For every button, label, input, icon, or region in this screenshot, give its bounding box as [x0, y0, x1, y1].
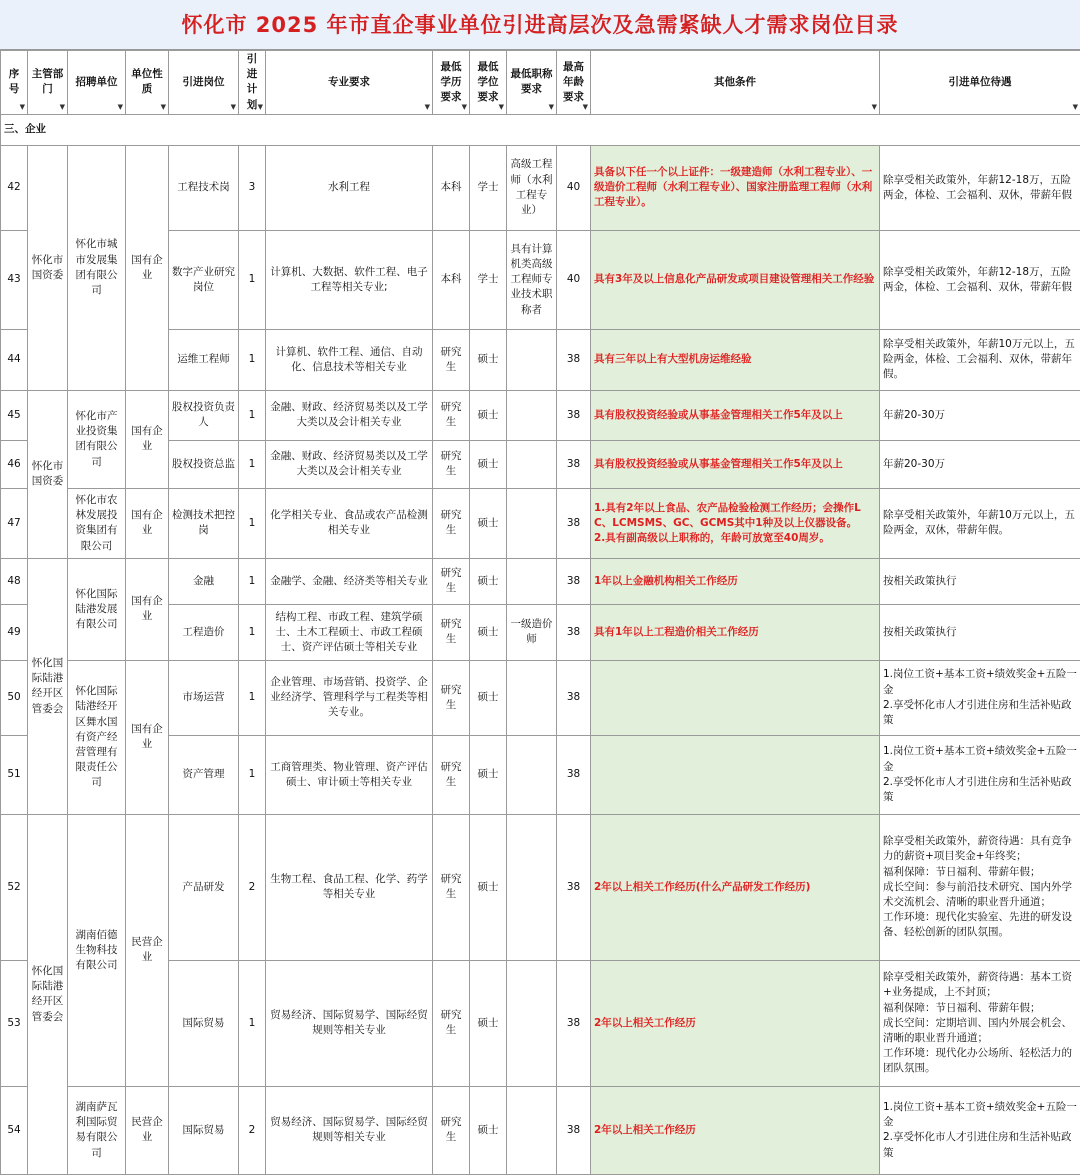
major-cell: 计算机、软件工程、通信、自动化、信息技术等相关专业 [266, 329, 433, 390]
edu-cell: 研究生 [433, 735, 470, 814]
table-row [1, 1086, 1080, 1174]
benefit-cell: 1.岗位工资+基本工资+绩效奖金+五险一金 2.享受怀化市人才引进住房和生活补贴政策 [880, 1086, 1080, 1174]
other-conditions-cell: 具有三年以上有大型机房运维经验 [591, 329, 880, 390]
unit-cell: 湖南佰德生物科技有限公司 [68, 814, 126, 1086]
edu-cell: 研究生 [433, 329, 470, 390]
other-conditions-cell: 具有股权投资经验或从事基金管理相关工作5年及以上 [591, 390, 880, 440]
title-req-cell [507, 735, 557, 814]
degree-cell: 硕士 [470, 329, 507, 390]
plan-cell: 1 [239, 960, 266, 1086]
plan-cell: 1 [239, 604, 266, 660]
section-row [1, 114, 1080, 145]
title-req-cell [507, 440, 557, 488]
post-cell: 数字产业研究岗位 [169, 230, 239, 329]
post-cell: 工程造价 [169, 604, 239, 660]
table-row [1, 390, 1080, 440]
major-cell: 金融、财政、经济贸易类以及工学大类以及会计相关专业 [266, 440, 433, 488]
edu-cell: 研究生 [433, 440, 470, 488]
post-cell: 资产管理 [169, 735, 239, 814]
header-row [1, 51, 1080, 115]
benefit-cell: 按相关政策执行 [880, 604, 1080, 660]
major-cell: 金融学、金融、经济类等相关专业 [266, 558, 433, 604]
table-row [1, 488, 1080, 558]
col-post[interactable]: 引进岗位 ▼ [169, 51, 239, 115]
degree-cell: 硕士 [470, 735, 507, 814]
post-cell: 股权投资负责人 [169, 390, 239, 440]
degree-cell: 学士 [470, 230, 507, 329]
title-req-cell [507, 814, 557, 960]
major-cell: 贸易经济、国际贸易学、国际经贸规则等相关专业 [266, 960, 433, 1086]
filter-dropdown-icon[interactable]: ▼ [872, 102, 877, 112]
benefit-cell: 按相关政策执行 [880, 558, 1080, 604]
seq-cell: 49 [1, 604, 28, 660]
major-cell: 水利工程 [266, 145, 433, 230]
filter-dropdown-icon[interactable]: ▼ [499, 102, 504, 112]
dept-cell: 怀化国际陆港经开区管委会 [28, 814, 68, 1174]
seq-cell: 47 [1, 488, 28, 558]
age-cell: 38 [557, 604, 591, 660]
other-conditions-cell: 具备以下任一个以上证件：一级建造师（水利工程专业）、一级造价工程师（水利工程专业）、国家注册监理工程师（水利工程专业）。 [591, 145, 880, 230]
age-cell: 38 [557, 660, 591, 735]
col-title[interactable]: 最低职称要求 ▼ [507, 51, 557, 115]
plan-cell: 1 [239, 390, 266, 440]
plan-cell: 2 [239, 1086, 266, 1174]
filter-dropdown-icon[interactable]: ▼ [549, 102, 554, 112]
edu-cell: 研究生 [433, 960, 470, 1086]
post-cell: 工程技术岗 [169, 145, 239, 230]
degree-cell: 硕士 [470, 660, 507, 735]
table-row [1, 814, 1080, 960]
col-unit[interactable]: 招聘单位 ▼ [68, 51, 126, 115]
seq-cell: 53 [1, 960, 28, 1086]
filter-dropdown-icon[interactable]: ▼ [258, 102, 263, 112]
nature-cell: 国有企业 [126, 660, 169, 814]
seq-cell: 45 [1, 390, 28, 440]
dept-cell: 怀化国际陆港经开区管委会 [28, 558, 68, 814]
title-req-cell: 具有计算机类高级工程师专业技术职称者 [507, 230, 557, 329]
title-req-cell [507, 660, 557, 735]
filter-dropdown-icon[interactable]: ▼ [161, 102, 166, 112]
plan-cell: 1 [239, 230, 266, 329]
age-cell: 38 [557, 1086, 591, 1174]
dept-cell: 怀化市国资委 [28, 145, 68, 390]
age-cell: 38 [557, 960, 591, 1086]
title-req-cell [507, 1086, 557, 1174]
col-major[interactable]: 专业要求 ▼ [266, 51, 433, 115]
major-cell: 工商管理类、物业管理、资产评估硕士、审计硕士等相关专业 [266, 735, 433, 814]
degree-cell: 硕士 [470, 390, 507, 440]
other-conditions-cell: 具有股权投资经验或从事基金管理相关工作5年及以上 [591, 440, 880, 488]
edu-cell: 本科 [433, 145, 470, 230]
page-title: 怀化市 2025 年市直企事业单位引进高层次及急需紧缺人才需求岗位目录 [0, 0, 1080, 50]
other-conditions-cell: 具有1年以上工程造价相关工作经历 [591, 604, 880, 660]
seq-cell: 52 [1, 814, 28, 960]
age-cell: 38 [557, 488, 591, 558]
plan-cell: 3 [239, 145, 266, 230]
table-row [1, 145, 1080, 230]
col-edu[interactable]: 最低学历要求 ▼ [433, 51, 470, 115]
unit-cell: 怀化市产业投资集团有限公司 [68, 390, 126, 488]
benefit-cell: 除享受相关政策外，薪资待遇：具有竞争力的薪资+项目奖金+年终奖； 福利保障：节日福利、带薪年假； 成长空间：参与前沿技术研究、国内外学术交流机会、清晰的职业晋升通道； 工作环境：现代化实验室、先进的研发设备、轻松创新的团队氛围。 [880, 814, 1080, 960]
age-cell: 38 [557, 814, 591, 960]
seq-cell: 50 [1, 660, 28, 735]
seq-cell: 42 [1, 145, 28, 230]
unit-cell: 怀化市城市发展集团有限公司 [68, 145, 126, 390]
filter-dropdown-icon[interactable]: ▼ [462, 102, 467, 112]
post-cell: 股权投资总监 [169, 440, 239, 488]
filter-dropdown-icon[interactable]: ▼ [20, 102, 25, 112]
post-cell: 检测技术把控岗 [169, 488, 239, 558]
major-cell: 化学相关专业、食品或农产品检测相关专业 [266, 488, 433, 558]
table-body [1, 145, 1080, 1174]
age-cell: 38 [557, 440, 591, 488]
nature-cell: 民营企业 [126, 814, 169, 1086]
benefit-cell: 除享受相关政策外，年薪12-18万，五险两金，体检、工会福利、双休，带薪年假 [880, 145, 1080, 230]
edu-cell: 研究生 [433, 558, 470, 604]
plan-cell: 1 [239, 558, 266, 604]
benefit-cell: 1.岗位工资+基本工资+绩效奖金+五险一金 2.享受怀化市人才引进住房和生活补贴政策 [880, 660, 1080, 735]
other-conditions-cell: 1.具有2年以上食品、农产品检验检测工作经历；会操作LC、LCMSMS、GC、GCMS其中1种及以上仪器设备。 2.具有副高级以上职称的，年龄可放宽至40周岁。 [591, 488, 880, 558]
age-cell: 40 [557, 145, 591, 230]
seq-cell: 48 [1, 558, 28, 604]
title-req-cell [507, 558, 557, 604]
seq-cell: 44 [1, 329, 28, 390]
other-conditions-cell: 2年以上相关工作经历 [591, 960, 880, 1086]
dept-cell: 怀化市国资委 [28, 390, 68, 558]
benefit-cell: 年薪20-30万 [880, 440, 1080, 488]
benefit-cell: 除享受相关政策外，年薪12-18万，五险两金，体检、工会福利、双休，带薪年假 [880, 230, 1080, 329]
degree-cell: 硕士 [470, 440, 507, 488]
title-req-cell [507, 960, 557, 1086]
degree-cell: 硕士 [470, 558, 507, 604]
degree-cell: 硕士 [470, 960, 507, 1086]
col-benefit[interactable]: 引进单位待遇 ▼ [880, 51, 1080, 115]
major-cell: 生物工程、食品工程、化学、药学等相关专业 [266, 814, 433, 960]
title-req-cell [507, 488, 557, 558]
unit-cell: 怀化国际陆港经开区舞水国有资产经营管理有限责任公司 [68, 660, 126, 814]
filter-dropdown-icon[interactable]: ▼ [231, 102, 236, 112]
edu-cell: 研究生 [433, 660, 470, 735]
other-conditions-cell [591, 735, 880, 814]
edu-cell: 研究生 [433, 488, 470, 558]
filter-dropdown-icon[interactable]: ▼ [118, 102, 123, 112]
other-conditions-cell: 1年以上金融机构相关工作经历 [591, 558, 880, 604]
unit-cell: 怀化国际陆港发展有限公司 [68, 558, 126, 660]
major-cell: 企业管理、市场营销、投资学、企业经济学、管理科学与工程类等相关专业。 [266, 660, 433, 735]
filter-dropdown-icon[interactable]: ▼ [1073, 102, 1078, 112]
other-conditions-cell: 2年以上相关工作经历 [591, 1086, 880, 1174]
edu-cell: 研究生 [433, 604, 470, 660]
seq-cell: 54 [1, 1086, 28, 1174]
post-cell: 金融 [169, 558, 239, 604]
plan-cell: 1 [239, 329, 266, 390]
title-req-cell [507, 390, 557, 440]
major-cell: 金融、财政、经济贸易类以及工学大类以及会计相关专业 [266, 390, 433, 440]
post-cell: 国际贸易 [169, 960, 239, 1086]
table-row [1, 558, 1080, 604]
benefit-cell: 1.岗位工资+基本工资+绩效奖金+五险一金 2.享受怀化市人才引进住房和生活补贴政策 [880, 735, 1080, 814]
age-cell: 38 [557, 735, 591, 814]
degree-cell: 硕士 [470, 814, 507, 960]
unit-cell: 湖南萨瓦利国际贸易有限公司 [68, 1086, 126, 1174]
benefit-cell: 除享受相关政策外，年薪10万元以上，五险两金，体检、工会福利、双休，带薪年假。 [880, 329, 1080, 390]
edu-cell: 研究生 [433, 814, 470, 960]
unit-cell: 怀化市农林发展投资集团有限公司 [68, 488, 126, 558]
col-age[interactable]: 最高年龄要求 ▼ [557, 51, 591, 115]
post-cell: 市场运营 [169, 660, 239, 735]
age-cell: 38 [557, 390, 591, 440]
post-cell: 运维工程师 [169, 329, 239, 390]
col-other[interactable]: 其他条件 ▼ [591, 51, 880, 115]
nature-cell: 国有企业 [126, 390, 169, 488]
nature-cell: 民营企业 [126, 1086, 169, 1174]
edu-cell: 本科 [433, 230, 470, 329]
filter-dropdown-icon[interactable]: ▼ [583, 102, 588, 112]
plan-cell: 1 [239, 440, 266, 488]
table-row [1, 660, 1080, 735]
col-seq[interactable]: 序号 ▼ [1, 51, 28, 115]
nature-cell: 国有企业 [126, 558, 169, 660]
seq-cell: 51 [1, 735, 28, 814]
post-cell: 国际贸易 [169, 1086, 239, 1174]
seq-cell: 46 [1, 440, 28, 488]
col-dept[interactable]: 主管部门 ▼ [28, 51, 68, 115]
benefit-cell: 除享受相关政策外，年薪10万元以上，五险两金，双休，带薪年假。 [880, 488, 1080, 558]
major-cell: 贸易经济、国际贸易学、国际经贸规则等相关专业 [266, 1086, 433, 1174]
plan-cell: 2 [239, 814, 266, 960]
col-degree[interactable]: 最低学位要求 ▼ [470, 51, 507, 115]
job-table [0, 50, 1080, 1175]
col-nature[interactable]: 单位性质 ▼ [126, 51, 169, 115]
col-plan[interactable]: 引进计划 ▼ [239, 51, 266, 115]
title-req-cell: 一级造价师 [507, 604, 557, 660]
filter-dropdown-icon[interactable]: ▼ [60, 102, 65, 112]
plan-cell: 1 [239, 488, 266, 558]
major-cell: 计算机、大数据、软件工程、电子工程等相关专业; [266, 230, 433, 329]
age-cell: 38 [557, 329, 591, 390]
age-cell: 40 [557, 230, 591, 329]
degree-cell: 学士 [470, 145, 507, 230]
degree-cell: 硕士 [470, 604, 507, 660]
section-title: 三、企业 [1, 114, 1080, 145]
other-conditions-cell [591, 660, 880, 735]
age-cell: 38 [557, 558, 591, 604]
nature-cell: 国有企业 [126, 145, 169, 390]
major-cell: 结构工程、市政工程、建筑学硕士、土木工程硕士、市政工程硕士、资产评估硕士等相关专业 [266, 604, 433, 660]
title-req-cell: 高级工程师（水利工程专业） [507, 145, 557, 230]
degree-cell: 硕士 [470, 488, 507, 558]
plan-cell: 1 [239, 735, 266, 814]
benefit-cell: 年薪20-30万 [880, 390, 1080, 440]
other-conditions-cell: 具有3年及以上信息化产品研发或项目建设管理相关工作经验 [591, 230, 880, 329]
edu-cell: 研究生 [433, 1086, 470, 1174]
post-cell: 产品研发 [169, 814, 239, 960]
title-req-cell [507, 329, 557, 390]
degree-cell: 硕士 [470, 1086, 507, 1174]
plan-cell: 1 [239, 660, 266, 735]
other-conditions-cell: 2年以上相关工作经历(什么产品研发工作经历) [591, 814, 880, 960]
nature-cell: 国有企业 [126, 488, 169, 558]
edu-cell: 研究生 [433, 390, 470, 440]
seq-cell: 43 [1, 230, 28, 329]
filter-dropdown-icon[interactable]: ▼ [425, 102, 430, 112]
benefit-cell: 除享受相关政策外，薪资待遇：基本工资+业务提成，上不封顶； 福利保障：节日福利、带薪年假； 成长空间：定期培训、国内外展会机会、清晰的职业晋升通道； 工作环境：现代化办公场所、轻松活力的团队氛围。 [880, 960, 1080, 1086]
